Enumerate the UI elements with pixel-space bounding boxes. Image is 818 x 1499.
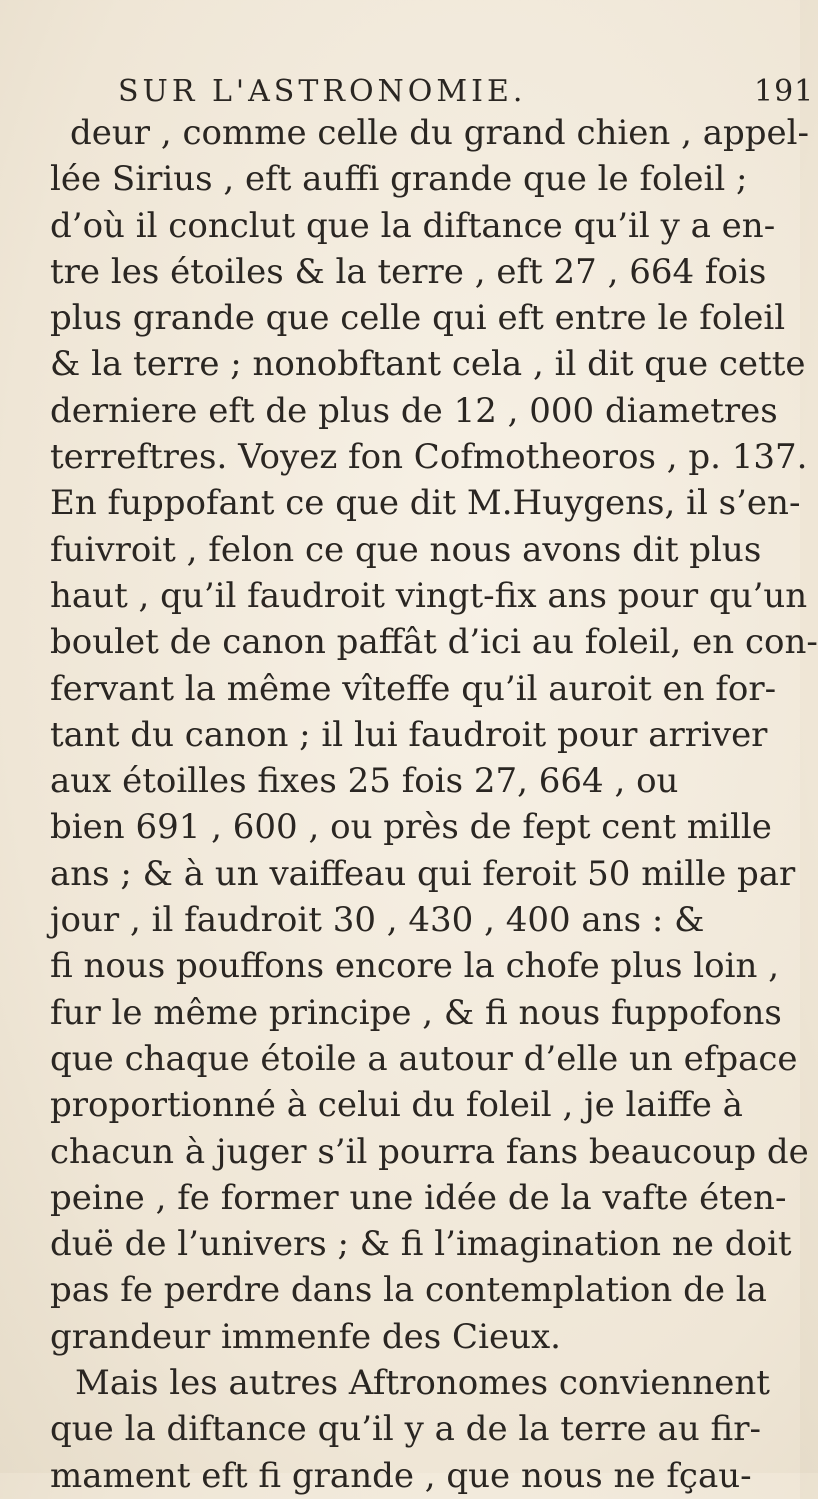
text-line: deur , comme celle du grand chien , appel-	[70, 113, 809, 153]
text-line: pas fe perdre dans la contemplation de la	[50, 1270, 767, 1311]
text-line: fuivroit , felon ce que nous avons dit plus	[50, 529, 762, 570]
text-line: fur le même principe , & fi nous fuppofons	[50, 992, 782, 1033]
text-line: ans ; & à un vaiffeau qui feroit 50 mille par	[50, 853, 796, 894]
body-text	[50, 110, 818, 1499]
running-head	[118, 74, 815, 114]
running-title: SUR L'ASTRONOMIE.	[118, 74, 527, 109]
page-number: 191	[754, 74, 815, 109]
text-line: tre les étoiles & la terre , eft 27 , 664 fois	[50, 251, 767, 292]
text-line: d’où il conclut que la diftance qu’il y a en-	[50, 205, 776, 246]
text-line: que la diftance qu’il y a de la terre au fir-	[50, 1409, 761, 1450]
text-line: fi nous pouffons encore la chofe plus loin ,	[50, 946, 780, 987]
text-line: chacun à juger s’il pourra fans beaucoup de	[50, 1131, 809, 1172]
text-line: proportionné à celui du foleil , je laiffe à	[50, 1085, 743, 1126]
text-line: peine , fe former une idée de la vafte éten-	[50, 1177, 787, 1218]
text-line: boulet de canon paffât d’ici au foleil, en con-	[50, 622, 818, 663]
text-line: lée Sirius , eft auffi grande que le foleil ;	[50, 159, 748, 200]
text-line: que chaque étoile a autour d’elle un efpace	[50, 1038, 798, 1079]
text-line: tant du canon ; il lui faudroit pour arriver	[50, 714, 768, 755]
text-line: En fuppofant ce que dit M.Huygens, il s’en-	[50, 483, 801, 524]
text-line: Mais les autres Aftronomes conviennent	[75, 1363, 770, 1404]
text-line: haut , qu’il faudroit vingt-fix ans pour qu’un	[50, 575, 808, 616]
text-line: jour , il faudroit 30 , 430 , 400 ans : &	[50, 900, 705, 941]
text-line: bien 691 , 600 , ou près de fept cent mille	[50, 807, 772, 848]
text-line: mament eft fi grande , que nous ne fçau-	[50, 1455, 752, 1496]
text-line: plus grande que celle qui eft entre le foleil	[50, 298, 786, 339]
text-line: duë de l’univers ; & fi l’imagination ne doit	[50, 1224, 792, 1265]
text-line: derniere eft de plus de 12 , 000 diametres	[50, 390, 778, 431]
text-line: & la terre ; nonobftant cela , il dit que cette	[50, 344, 806, 385]
text-line: grandeur immenfe des Cieux.	[50, 1316, 561, 1357]
text-line: fervant la même vîteffe qu’il auroit en for-	[50, 668, 777, 709]
text-line: aux étoilles fixes 25 fois 27, 664 , ou	[50, 761, 679, 802]
text-line: terreftres. Voyez fon Cofmotheoros , p. 137.	[50, 437, 808, 478]
